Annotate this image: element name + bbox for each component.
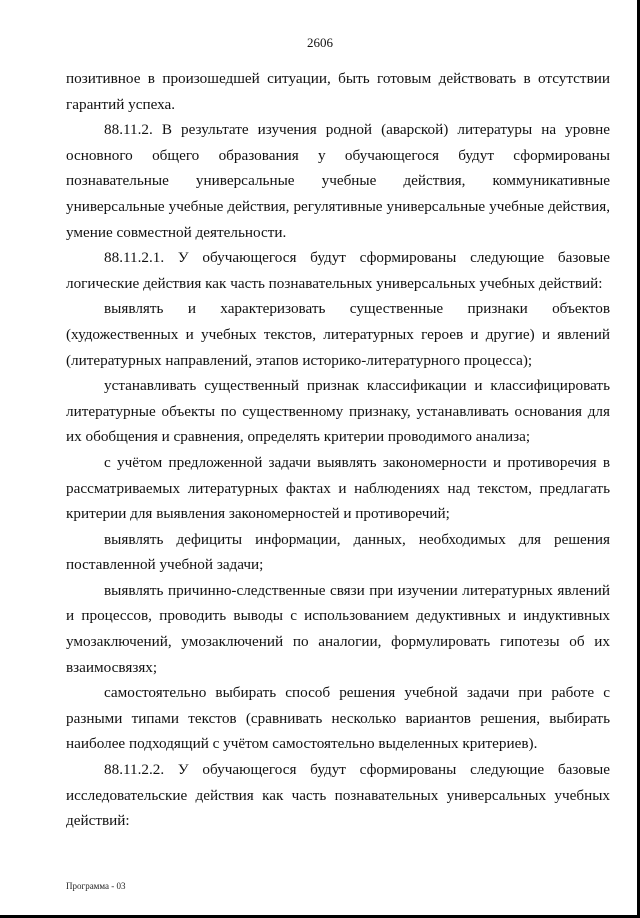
paragraph: устанавливать существенный признак классификации и классифицировать литературные объекты по существенному признаку, устанавливать основания для их обобщения и сравнения, определять критерии проводимого анализа; bbox=[66, 377, 610, 446]
paragraph: выявлять и характеризовать существенные признаки объектов (художественных и учебных текстов, литературных героев и другие) и явлений (литературных направлений, этапов историко-литературного процесса); bbox=[66, 300, 610, 369]
paragraph: выявлять причинно-следственные связи при изучении литературных явлений и процессов, проводить выводы с использованием дедуктивных и индуктивных умозаключений, умозаключений по аналогии, формулировать гипотезы об их взаимосвязях; bbox=[66, 581, 610, 676]
paragraph: 88.11.2.1. У обучающегося будут сформированы следующие базовые логические действия как часть познавательных универсальных учебных действий: bbox=[66, 249, 610, 292]
paragraph: позитивное в произошедшей ситуации, быть готовым действовать в отсутствии гарантий успеха. bbox=[66, 70, 610, 113]
paragraph: 88.11.2.2. У обучающегося будут сформированы следующие базовые исследовательские действия как часть познавательных универсальных учебных действий: bbox=[66, 761, 610, 830]
page-number: 2606 bbox=[307, 35, 333, 50]
paragraph: самостоятельно выбирать способ решения учебной задачи при работе с разными типами текстов (сравнивать несколько вариантов решения, выбирать наиболее подходящий с учётом самостоятельно выделенных критериев). bbox=[66, 684, 610, 753]
document-body bbox=[66, 66, 610, 834]
paragraph: с учётом предложенной задачи выявлять закономерности и противоречия в рассматриваемых литературных фактах и наблюдениях над текстом, предлагать критерии для выявления закономерностей и противоречий; bbox=[66, 453, 610, 523]
paragraph: выявлять дефициты информации, данных, необходимых для решения поставленной учебной задачи; bbox=[66, 530, 610, 574]
footer-label: Программа - 03 bbox=[66, 881, 126, 891]
paragraph: 88.11.2. В результате изучения родной (аварской) литературы на уровне основного общего образования у обучающегося будут сформированы познавательные универсальные учебные действия, коммуникативные универсальные учебные действия, регулятивные универсальные учебные действия, умение совместной деятельности. bbox=[66, 121, 610, 241]
